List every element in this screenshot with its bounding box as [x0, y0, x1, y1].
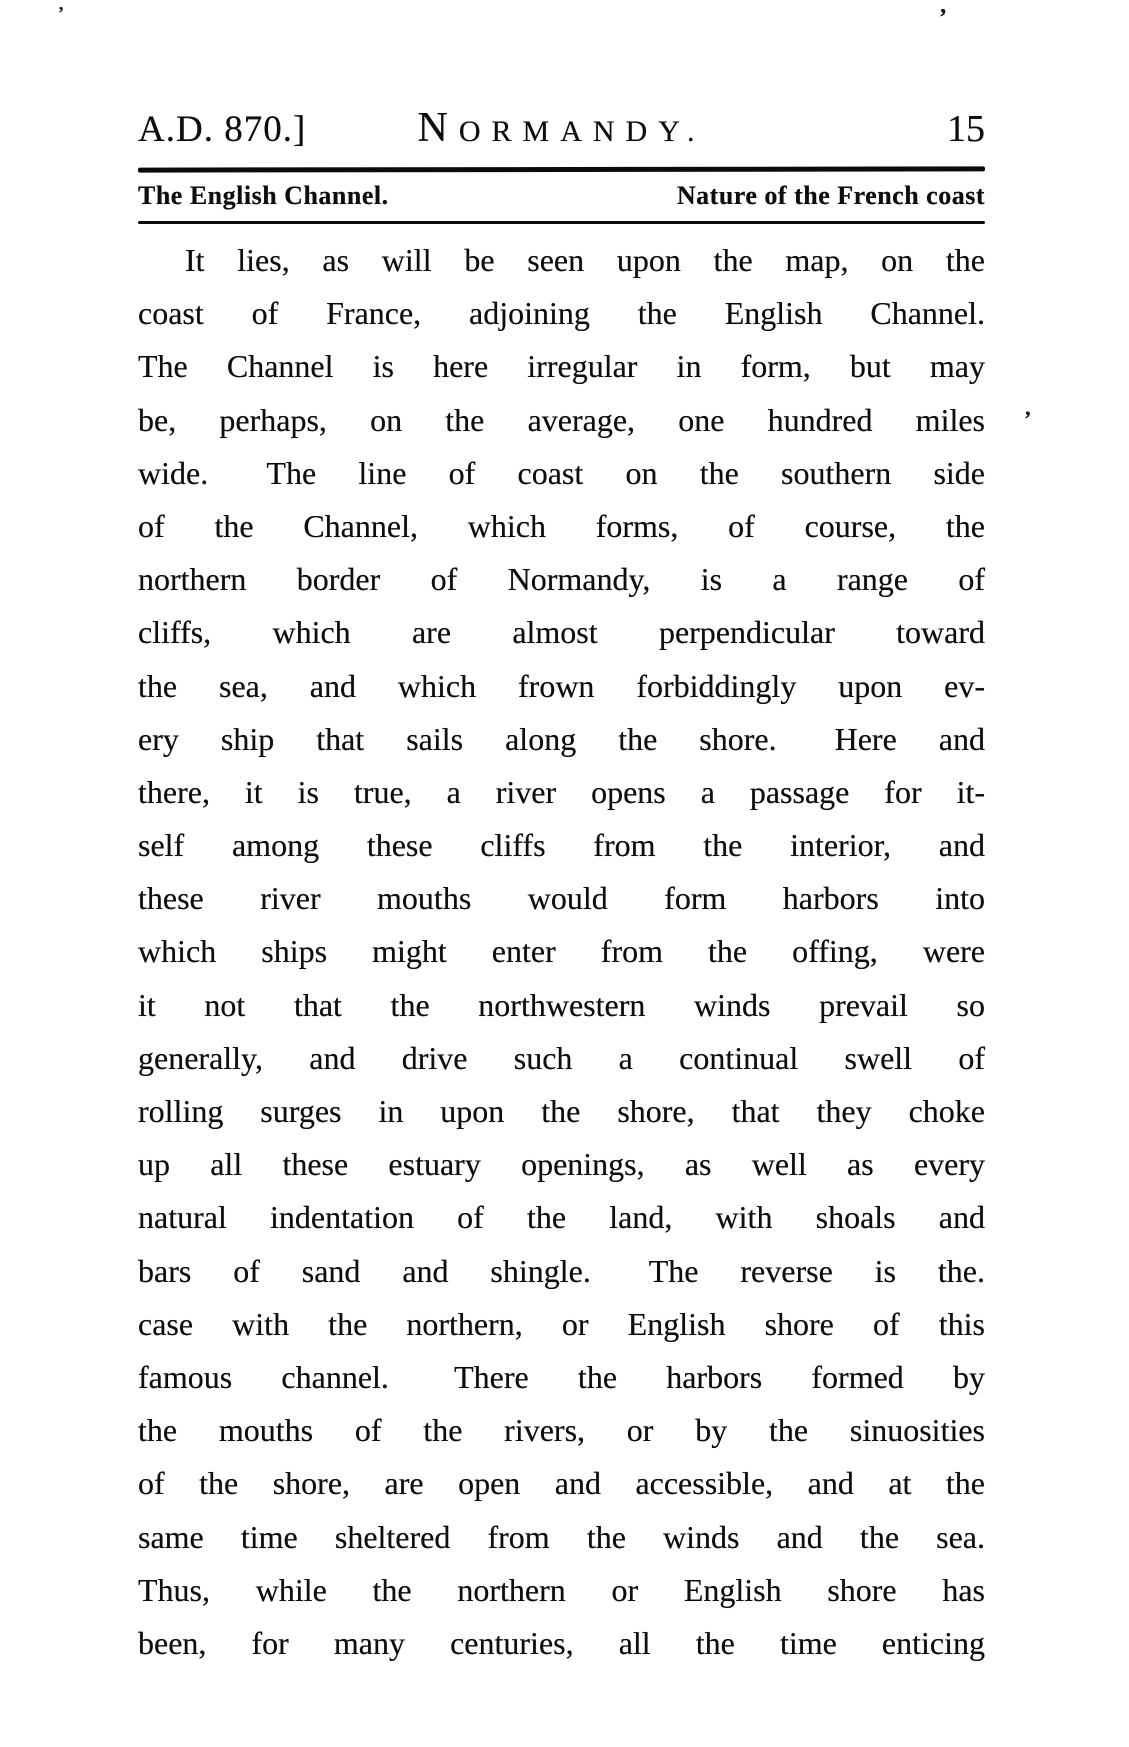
header-rule-bottom: [138, 221, 985, 224]
text-line: rolling surges in upon the shore, that they choke: [138, 1093, 985, 1129]
text-line: been, for many centuries, all the time enticing: [138, 1624, 985, 1661]
body-text: [138, 234, 985, 1670]
text-line: the mouths of the rivers, or by the sinuosities: [138, 1412, 985, 1449]
text-line: there, it is true, a river opens a passage for it-: [138, 773, 985, 810]
column-head-right: Nature of the French coast: [676, 181, 985, 210]
scan-speck: ’: [939, 5, 947, 31]
text-line: same time sheltered from the winds and the sea.: [138, 1518, 985, 1555]
scan-speck: ’: [1024, 406, 1032, 431]
text-line: cliffs, which are almost perpendicular toward: [138, 614, 985, 651]
text-line: It lies, as will be seen upon the map, on the: [185, 242, 985, 278]
running-header-date: A.D. 870.]: [138, 109, 307, 150]
text-line: case with the northern, or English shore of this: [138, 1305, 985, 1342]
running-header-title: [418, 104, 706, 152]
header-rule-top: [138, 166, 985, 172]
text-line: which ships might enter from the offing, were: [138, 933, 985, 970]
text-line: ery ship that sails along the shore. Here and: [138, 720, 985, 757]
text-line: it not that the northwestern winds prevail so: [138, 986, 985, 1023]
column-heads: [138, 181, 985, 211]
text-line: the sea, and which frown forbiddingly upon ev-: [138, 667, 985, 704]
page-number: 15: [947, 108, 985, 150]
scan-speck: ’: [58, 3, 64, 23]
column-head-left: The English Channel.: [138, 181, 389, 210]
text-line: wide. The line of coast on the southern side: [138, 454, 985, 491]
text-line: generally, and drive such a continual swell of: [138, 1039, 985, 1076]
text-line: these river mouths would form harbors into: [138, 880, 985, 917]
text-line: famous channel. There the harbors formed by: [138, 1358, 985, 1395]
text-line: natural indentation of the land, with shoals and: [138, 1199, 985, 1236]
title-rest: ORMANDY.: [458, 115, 706, 148]
text-line: self among these cliffs from the interior, and: [138, 827, 985, 864]
text-line: up all these estuary openings, as well as every: [138, 1146, 985, 1183]
text-line: of the Channel, which forms, of course, the: [138, 507, 985, 544]
text-line: Thus, while the northern or English shore has: [138, 1571, 985, 1608]
text-line: northern border of Normandy, is a range of: [138, 561, 985, 598]
running-header: [138, 104, 985, 152]
text-line: of the shore, are open and accessible, and at the: [138, 1465, 985, 1502]
text-line: be, perhaps, on the average, one hundred miles: [138, 401, 985, 438]
text-line: bars of sand and shingle. The reverse is the.: [138, 1252, 985, 1289]
text-line: The Channel is here irregular in form, but may: [138, 348, 985, 385]
text-line: coast of France, adjoining the English Channel.: [138, 295, 985, 332]
title-initial-letter: N: [417, 105, 459, 151]
